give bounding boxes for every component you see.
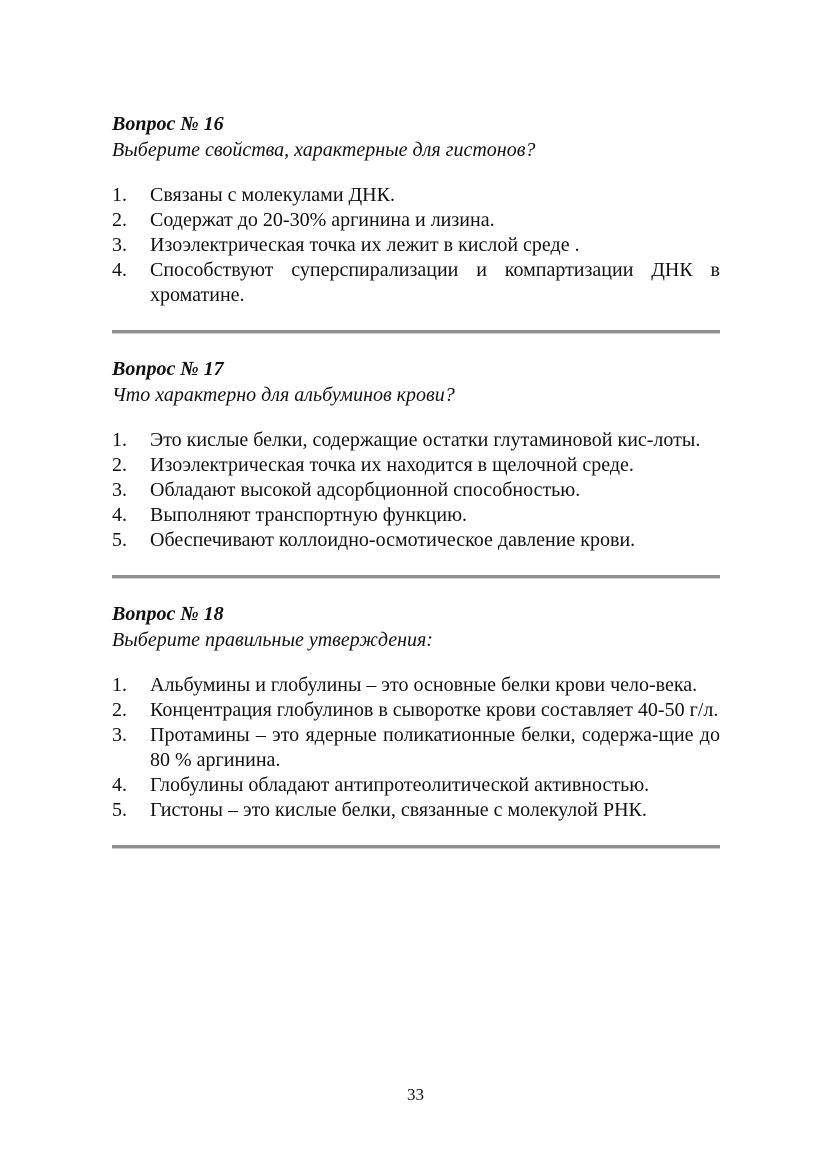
question-17 <box>112 356 720 553</box>
option-text: Изоэлектрическая точка их лежит в кислой среде . <box>150 234 580 256</box>
question-title: Вопрос № 16 <box>112 113 224 135</box>
option-number: 3. <box>112 234 127 256</box>
option-number: 4. <box>112 504 127 526</box>
option-number: 2. <box>112 454 127 476</box>
option-item <box>112 183 720 208</box>
options-list <box>112 673 720 823</box>
option-text: Способствуют суперспирализации и компартизации ДНК в хроматине. <box>150 259 720 306</box>
option-text: Связаны с молекулами ДНК. <box>150 184 395 206</box>
option-number: 3. <box>112 724 127 746</box>
page-number: 33 <box>407 1085 424 1104</box>
option-item <box>112 258 720 308</box>
question-title: Вопрос № 18 <box>112 603 224 625</box>
question-18 <box>112 601 720 823</box>
section-divider <box>112 845 720 849</box>
option-item <box>112 453 720 478</box>
option-text: Гистоны – это кислые белки, связанные с молекулой РНК. <box>150 799 647 821</box>
option-text: Содержат до 20-30% аргинина и лизина. <box>150 209 495 231</box>
option-item <box>112 673 720 698</box>
question-text: Выберите свойства, характерные для гистонов? <box>112 139 536 161</box>
option-item <box>112 478 720 503</box>
option-item <box>112 503 720 528</box>
option-text: Альбумины и глобулины – это основные белки крови чело-века. <box>150 674 698 696</box>
option-number: 5. <box>112 529 127 551</box>
option-item <box>112 698 720 723</box>
option-number: 1. <box>112 429 127 451</box>
options-list <box>112 183 720 308</box>
section-divider <box>112 575 720 579</box>
option-text: Изоэлектрическая точка их находится в щелочной среде. <box>150 454 634 476</box>
option-item <box>112 798 720 823</box>
question-text: Что характерно для альбуминов крови? <box>112 384 455 406</box>
option-number: 2. <box>112 209 127 231</box>
option-number: 1. <box>112 674 127 696</box>
question-text: Выберите правильные утверждения: <box>112 629 433 651</box>
document-content <box>112 111 720 871</box>
option-text: Выполняют транспортную функцию. <box>150 504 468 526</box>
option-item <box>112 208 720 233</box>
option-number: 5. <box>112 799 127 821</box>
question-16 <box>112 111 720 308</box>
option-item <box>112 233 720 258</box>
option-number: 3. <box>112 479 127 501</box>
option-number: 1. <box>112 184 127 206</box>
option-item <box>112 723 720 773</box>
options-list <box>112 428 720 553</box>
option-text: Это кислые белки, содержащие остатки глутаминовой кис-лоты. <box>150 429 701 451</box>
option-item <box>112 773 720 798</box>
option-text: Обеспечивают коллоидно-осмотическое давление крови. <box>150 529 636 551</box>
option-number: 4. <box>112 259 127 281</box>
option-item <box>112 428 720 453</box>
option-text: Концентрация глобулинов в сыворотке крови составляет 40-50 г/л. <box>150 699 719 721</box>
section-divider <box>112 330 720 334</box>
option-number: 2. <box>112 699 127 721</box>
option-text: Обладают высокой адсорбционной способностью. <box>150 479 581 501</box>
question-title: Вопрос № 17 <box>112 358 224 380</box>
option-text: Протамины – это ядерные поликатионные белки, содержа-щие до 80 % аргинина. <box>150 724 720 771</box>
option-number: 4. <box>112 774 127 796</box>
option-text: Глобулины обладают антипротеолитической активностью. <box>150 774 650 796</box>
option-item <box>112 528 720 553</box>
